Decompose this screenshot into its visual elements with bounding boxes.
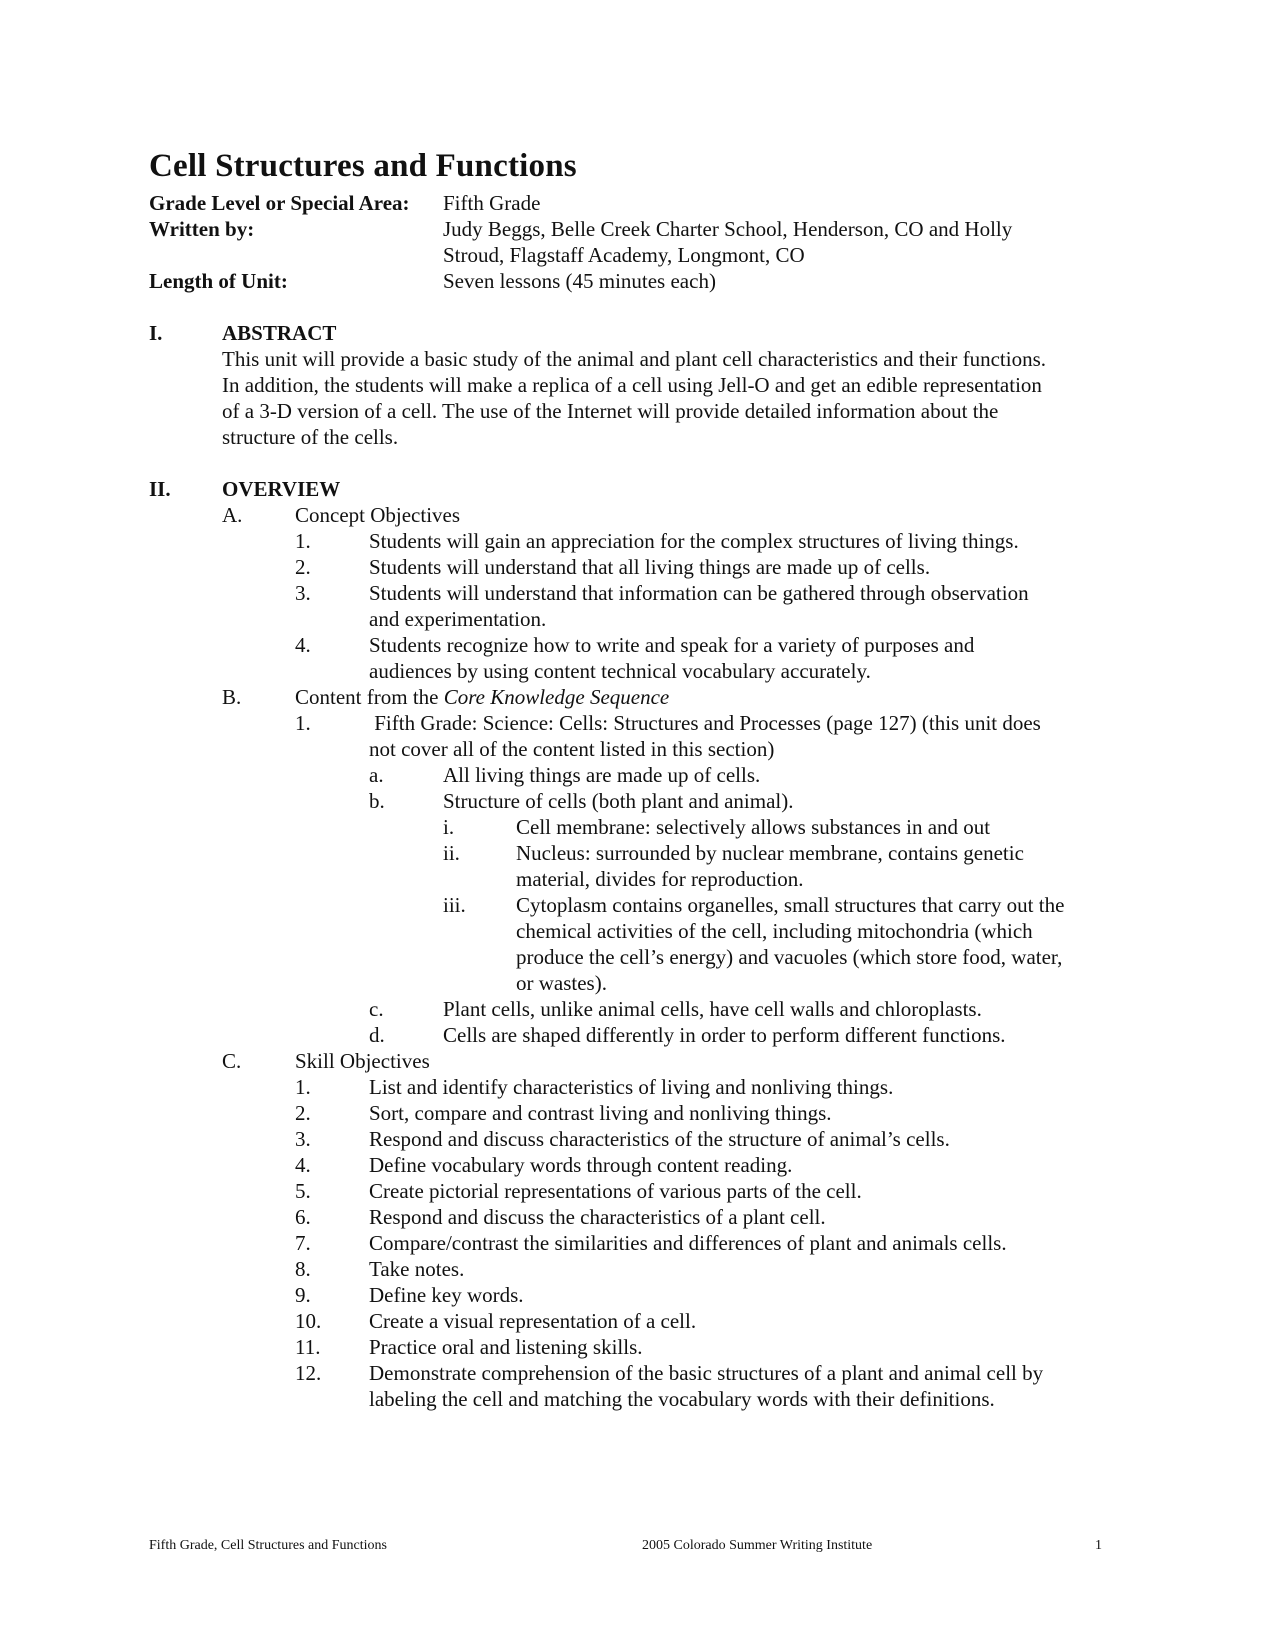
written-by-value-line2: Stroud, Flagstaff Academy, Longmont, CO: [443, 243, 805, 267]
roman-item-text: Cytoplasm contains organelles, small structures that carry out the: [516, 893, 1065, 917]
overview-section-number: II.: [149, 477, 171, 501]
list-item-text: Fifth Grade: Science: Cells: Structures and Processes (page 127) (this unit does: [369, 711, 1041, 735]
list-item-text: and experimentation.: [369, 607, 547, 631]
list-item-text: not cover all of the content listed in this section): [369, 737, 775, 761]
list-item-text: Take notes.: [369, 1257, 465, 1281]
list-item-text: Students will understand that information can be gathered through observation: [369, 581, 1029, 605]
list-number: 4.: [295, 633, 311, 657]
list-item-text: Students will gain an appreciation for the complex structures of living things.: [369, 529, 1019, 553]
document-title: Cell Structures and Functions: [149, 148, 577, 184]
written-by-value-line1: Judy Beggs, Belle Creek Charter School, Henderson, CO and Holly: [443, 217, 1013, 241]
list-number: 12.: [295, 1361, 322, 1385]
sublist-letter: b.: [369, 789, 385, 813]
list-number: 11.: [295, 1335, 321, 1359]
list-item-text: Define key words.: [369, 1283, 524, 1307]
list-number: 8.: [295, 1257, 311, 1281]
list-item-text: Demonstrate comprehension of the basic structures of a plant and animal cell by: [369, 1361, 1044, 1385]
abstract-section-number: I.: [149, 321, 163, 345]
list-item-text: Respond and discuss the characteristics of a plant cell.: [369, 1205, 826, 1229]
list-number: 3.: [295, 581, 311, 605]
roman-item-text: produce the cell’s energy) and vacuoles (which store food, water,: [516, 945, 1063, 969]
list-item-text: Students will understand that all living things are made up of cells.: [369, 555, 931, 579]
sublist-text: Structure of cells (both plant and animal).: [443, 789, 794, 813]
sublist-text: Plant cells, unlike animal cells, have cell walls and chloroplasts.: [443, 997, 982, 1021]
list-item-text: audiences by using content technical vocabulary accurately.: [369, 659, 871, 683]
list-number: 1.: [295, 1075, 311, 1099]
content-section-letter: B.: [222, 685, 242, 709]
list-number: 2.: [295, 1101, 311, 1125]
page-number: 1: [1095, 1538, 1102, 1553]
roman-numeral: ii.: [443, 841, 460, 865]
list-number: 9.: [295, 1283, 311, 1307]
footer-document-title: Fifth Grade, Cell Structures and Functions: [149, 1538, 387, 1553]
skill-objectives-letter: C.: [222, 1049, 242, 1073]
roman-item-text: or wastes).: [516, 971, 607, 995]
concept-objectives-label: Concept Objectives: [295, 503, 461, 527]
list-item-text: Practice oral and listening skills.: [369, 1335, 643, 1359]
written-by-label: Written by:: [149, 217, 255, 241]
sublist-letter: c.: [369, 997, 384, 1021]
abstract-paragraph-line: This unit will provide a basic study of the animal and plant cell characteristics and their functions.: [222, 347, 1047, 371]
footer-institute: 2005 Colorado Summer Writing Institute: [642, 1538, 873, 1553]
list-item-text: Students recognize how to write and speak for a variety of purposes and: [369, 633, 975, 657]
grade-level-value: Fifth Grade: [443, 191, 541, 215]
list-number: 4.: [295, 1153, 311, 1177]
sublist-letter: d.: [369, 1023, 385, 1047]
sublist-text: Cells are shaped differently in order to perform different functions.: [443, 1023, 1006, 1047]
list-item-text: Define vocabulary words through content reading.: [369, 1153, 793, 1177]
roman-item-text: Nucleus: surrounded by nuclear membrane, contains genetic: [516, 841, 1024, 865]
list-number: 3.: [295, 1127, 311, 1151]
list-number: 1.: [295, 529, 311, 553]
list-number: 7.: [295, 1231, 311, 1255]
list-item-text: labeling the cell and matching the vocabulary words with their definitions.: [369, 1387, 995, 1411]
core-knowledge-sequence-title: Core Knowledge Sequence: [443, 685, 670, 709]
list-number: 2.: [295, 555, 311, 579]
list-item-text: Create pictorial representations of various parts of the cell.: [369, 1179, 862, 1203]
skill-objectives-label: Skill Objectives: [295, 1049, 430, 1073]
overview-heading: OVERVIEW: [222, 477, 341, 501]
abstract-paragraph-line: structure of the cells.: [222, 425, 399, 449]
grade-level-label: Grade Level or Special Area:: [149, 191, 410, 215]
abstract-heading: ABSTRACT: [222, 321, 337, 345]
concept-objectives-letter: A.: [222, 503, 243, 527]
roman-item-text: material, divides for reproduction.: [516, 867, 804, 891]
list-number: 6.: [295, 1205, 311, 1229]
sublist-letter: a.: [369, 763, 384, 787]
abstract-paragraph-line: of a 3-D version of a cell. The use of the Internet will provide detailed information about the: [222, 399, 999, 423]
roman-numeral: iii.: [443, 893, 466, 917]
roman-numeral: i.: [443, 815, 455, 839]
list-item-text: Compare/contrast the similarities and differences of plant and animals cells.: [369, 1231, 1007, 1255]
list-item-text: Sort, compare and contrast living and nonliving things.: [369, 1101, 832, 1125]
length-of-unit-label: Length of Unit:: [149, 269, 288, 293]
roman-item-text: Cell membrane: selectively allows substances in and out: [516, 815, 991, 839]
sublist-text: All living things are made up of cells.: [443, 763, 761, 787]
length-of-unit-value: Seven lessons (45 minutes each): [443, 269, 716, 293]
list-number: 5.: [295, 1179, 311, 1203]
content-section-label: Content from the Core Knowledge Sequence: [295, 685, 670, 709]
list-number: 10.: [295, 1309, 322, 1333]
list-item-text: Create a visual representation of a cell.: [369, 1309, 697, 1333]
list-number: 1.: [295, 711, 311, 735]
list-item-text: List and identify characteristics of living and nonliving things.: [369, 1075, 894, 1099]
list-item-text: Respond and discuss characteristics of the structure of animal’s cells.: [369, 1127, 950, 1151]
roman-item-text: chemical activities of the cell, including mitochondria (which: [516, 919, 1033, 943]
abstract-paragraph-line: In addition, the students will make a replica of a cell using Jell-O and get an edible representation: [222, 373, 1042, 397]
